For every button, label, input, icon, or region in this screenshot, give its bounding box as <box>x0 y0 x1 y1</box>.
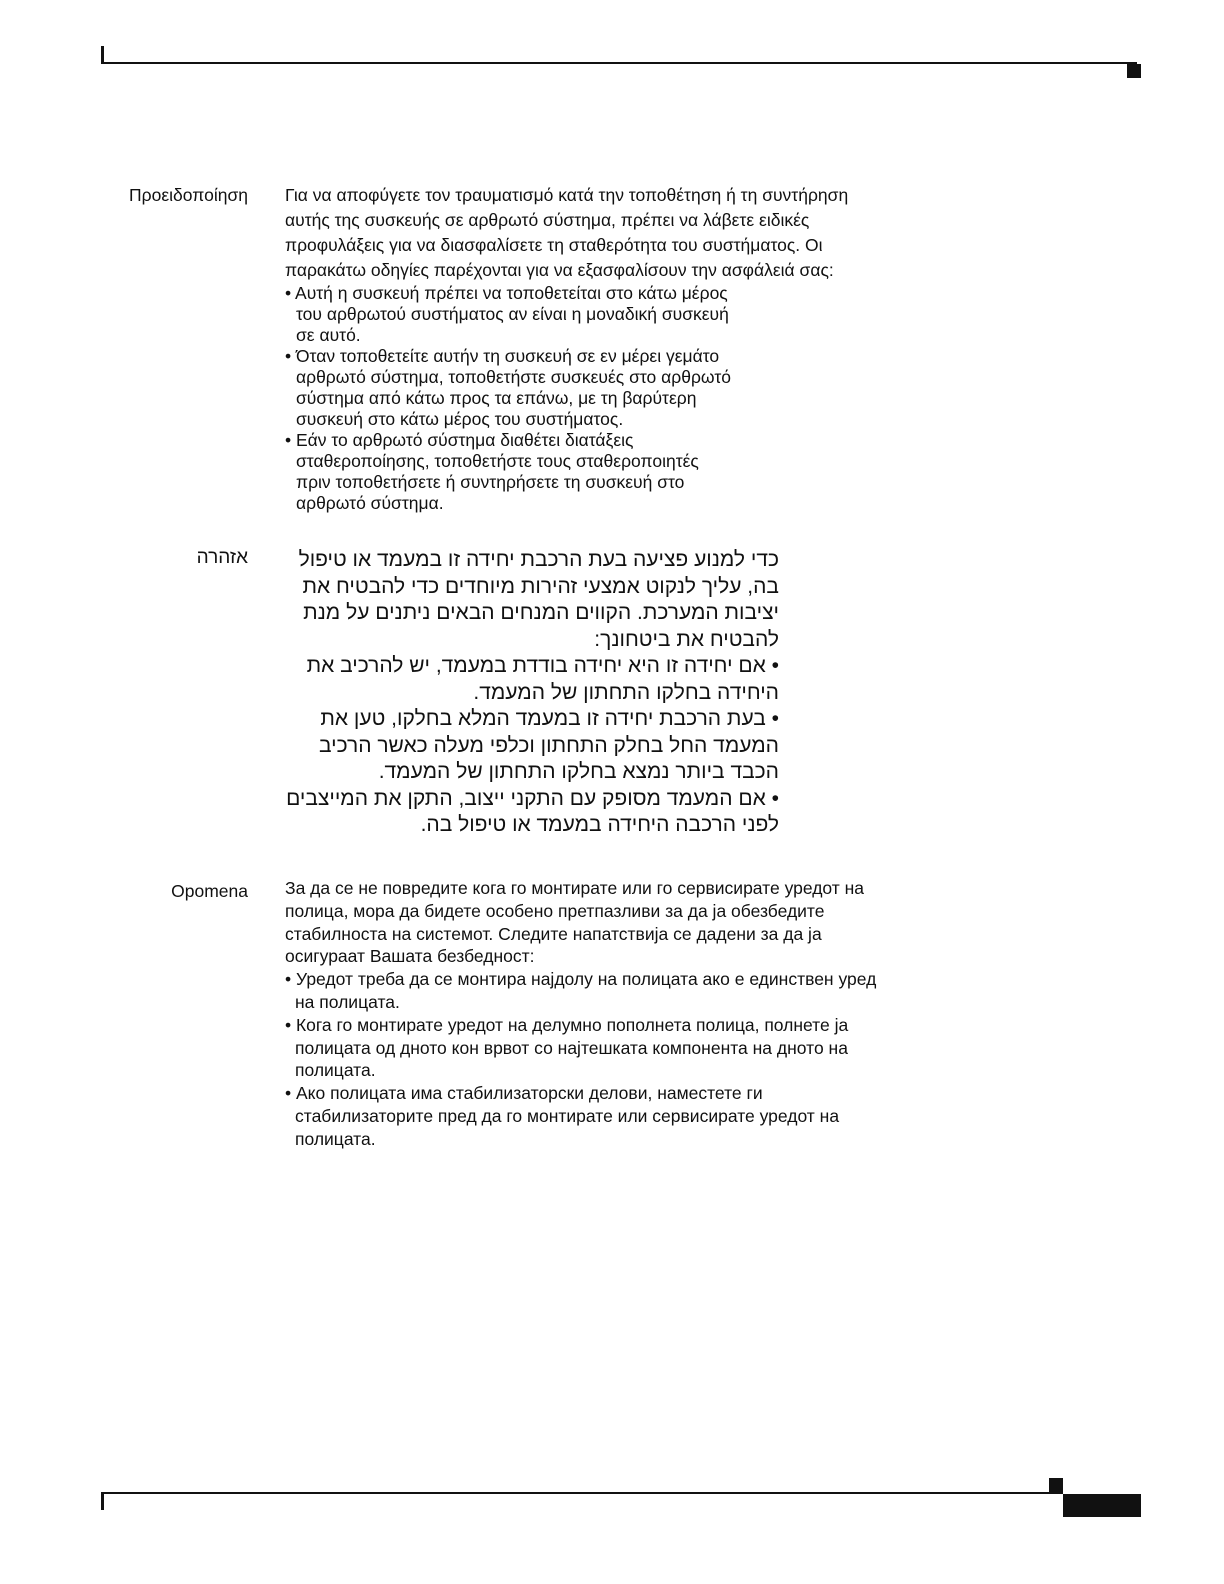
warning-label-hebrew: אזהרה <box>196 547 248 568</box>
bullet-line: • אם המעמד מסופק עם התקני ייצוב, התקן את המייצבים <box>286 786 779 810</box>
text-line: בה, עליך לנקוט אמצעי זהירות מיוחדים כדי להבטיח את <box>302 574 779 598</box>
warning-text-greek <box>285 183 848 514</box>
warning-label-greek: Προειδοποίηση <box>129 185 248 205</box>
text-line: полица, мора да бидете особено претпазливи за да ја обезбедите <box>285 900 825 921</box>
bullet-line: του αρθρωτού συστήματος αν είναι η μοναδική συσκευή <box>296 304 729 324</box>
bullet-line: • Αυτή η συσκευή πρέπει να τοποθετείται στο κάτω μέρος <box>285 283 728 303</box>
text-line: προφυλάξεις για να διασφαλίσετε τη σταθερότητα του συστήματος. Οι <box>285 235 823 255</box>
bullet-line: πριν τοποθετήσετε ή συντηρήσετε τη συσκευή στο <box>296 472 685 492</box>
text-line: להבטיח את ביטחונך: <box>594 627 779 651</box>
bullet-line: המעמד החל בחלק התחתון וכלפי מעלה כאשר הרכיב <box>318 733 779 757</box>
bullet-line: • Όταν τοποθετείτε αυτήν τη συσκευή σε εν μέρει γεμάτο <box>285 346 720 366</box>
warning-label-macedonian: Opomena <box>171 881 248 901</box>
bullet-line: • אם יחידה זו היא יחידה בודדת במעמד, יש להרכיב את <box>306 654 779 677</box>
bullet-line: полицата од дното кон врвот со најтешката компонента на дното на <box>295 1037 848 1058</box>
warning-text-macedonian <box>285 877 876 1151</box>
bullet-line: σταθεροποίησης, τοποθετήστε τους σταθεροποιητές <box>296 451 699 471</box>
bullet-line: σε αυτό. <box>296 325 361 345</box>
bullet-line: σύστημα από κάτω προς τα επάνω, με τη βαρύτερη <box>296 388 697 408</box>
bullet-line: • Εάν το αρθρωτό σύστημα διαθέτει διατάξεις <box>285 430 634 450</box>
footer-rule-tick <box>101 1492 104 1510</box>
bullet-line: αρθρωτό σύστημα, τοποθετήστε συσκευές στο αρθρωτό <box>296 367 731 387</box>
footer-marker <box>1049 1478 1063 1492</box>
bullet-line: • בעת הרכבת יחידה זו במעמד המלא בחלקו, טען את <box>320 707 779 730</box>
text-line: αυτής της συσκευής σε αρθρωτό σύστημα, πρέπει να λάβετε ειδικές <box>285 210 810 230</box>
text-line: стабилноста на системот. Следите напатствија се дадени за да ја <box>285 923 822 944</box>
bullet-line: • Кога го монтирате уредот на делумно пополнета полица, полнете ја <box>285 1014 849 1035</box>
bullet-line: לפני הרכבה היחידה במעמד או טיפול בה. <box>420 813 779 836</box>
header-marker <box>1127 64 1141 78</box>
text-line: כדי למנוע פציעה בעת הרכבת יחידה זו במעמד או טיפול <box>298 548 779 571</box>
footer-rule <box>101 1492 1063 1494</box>
bullet-line: полицата. <box>295 1060 376 1081</box>
text-line: Για να αποφύγετε τον τραυματισμό κατά την τοποθέτηση ή τη συντήρηση <box>285 185 849 205</box>
bullet-line: полицата. <box>295 1128 376 1149</box>
header-rule <box>101 62 1137 64</box>
bullet-line: συσκευή στο κάτω μέρος του συστήματος. <box>296 409 624 429</box>
text-line: παρακάτω οδηγίες παρέχονται για να εξασφαλίσουν την ασφάλειά σας: <box>285 260 834 280</box>
bullet-line: הכבד ביותר נמצא בחלקו התחתון של המעמד. <box>378 760 779 783</box>
text-line: осигураат Вашата безбедност: <box>285 946 535 967</box>
bullet-line: היחידה בחלקו התחתון של המעמד. <box>473 680 779 704</box>
warning-text-hebrew <box>286 547 779 839</box>
text-line: יציבות המערכת. הקווים המנחים הבאים ניתנים על מנת <box>303 601 779 624</box>
bullet-line: • Ако полицата има стабилизаторски делови, наместете ги <box>285 1083 763 1104</box>
bullet-line: • Уредот треба да се монтира најдолу на полицата ако е единствен уред <box>285 969 877 990</box>
text-line: За да се не повредите кога го монтирате или го сервисирате уредот на <box>285 878 865 898</box>
bullet-line: αρθρωτό σύστημα. <box>296 493 444 513</box>
bullet-line: на полицата. <box>295 991 400 1012</box>
footer-page-tab <box>1063 1494 1141 1517</box>
bullet-line: стабилизаторите пред да го монтирате или сервисирате уредот на <box>295 1105 840 1126</box>
